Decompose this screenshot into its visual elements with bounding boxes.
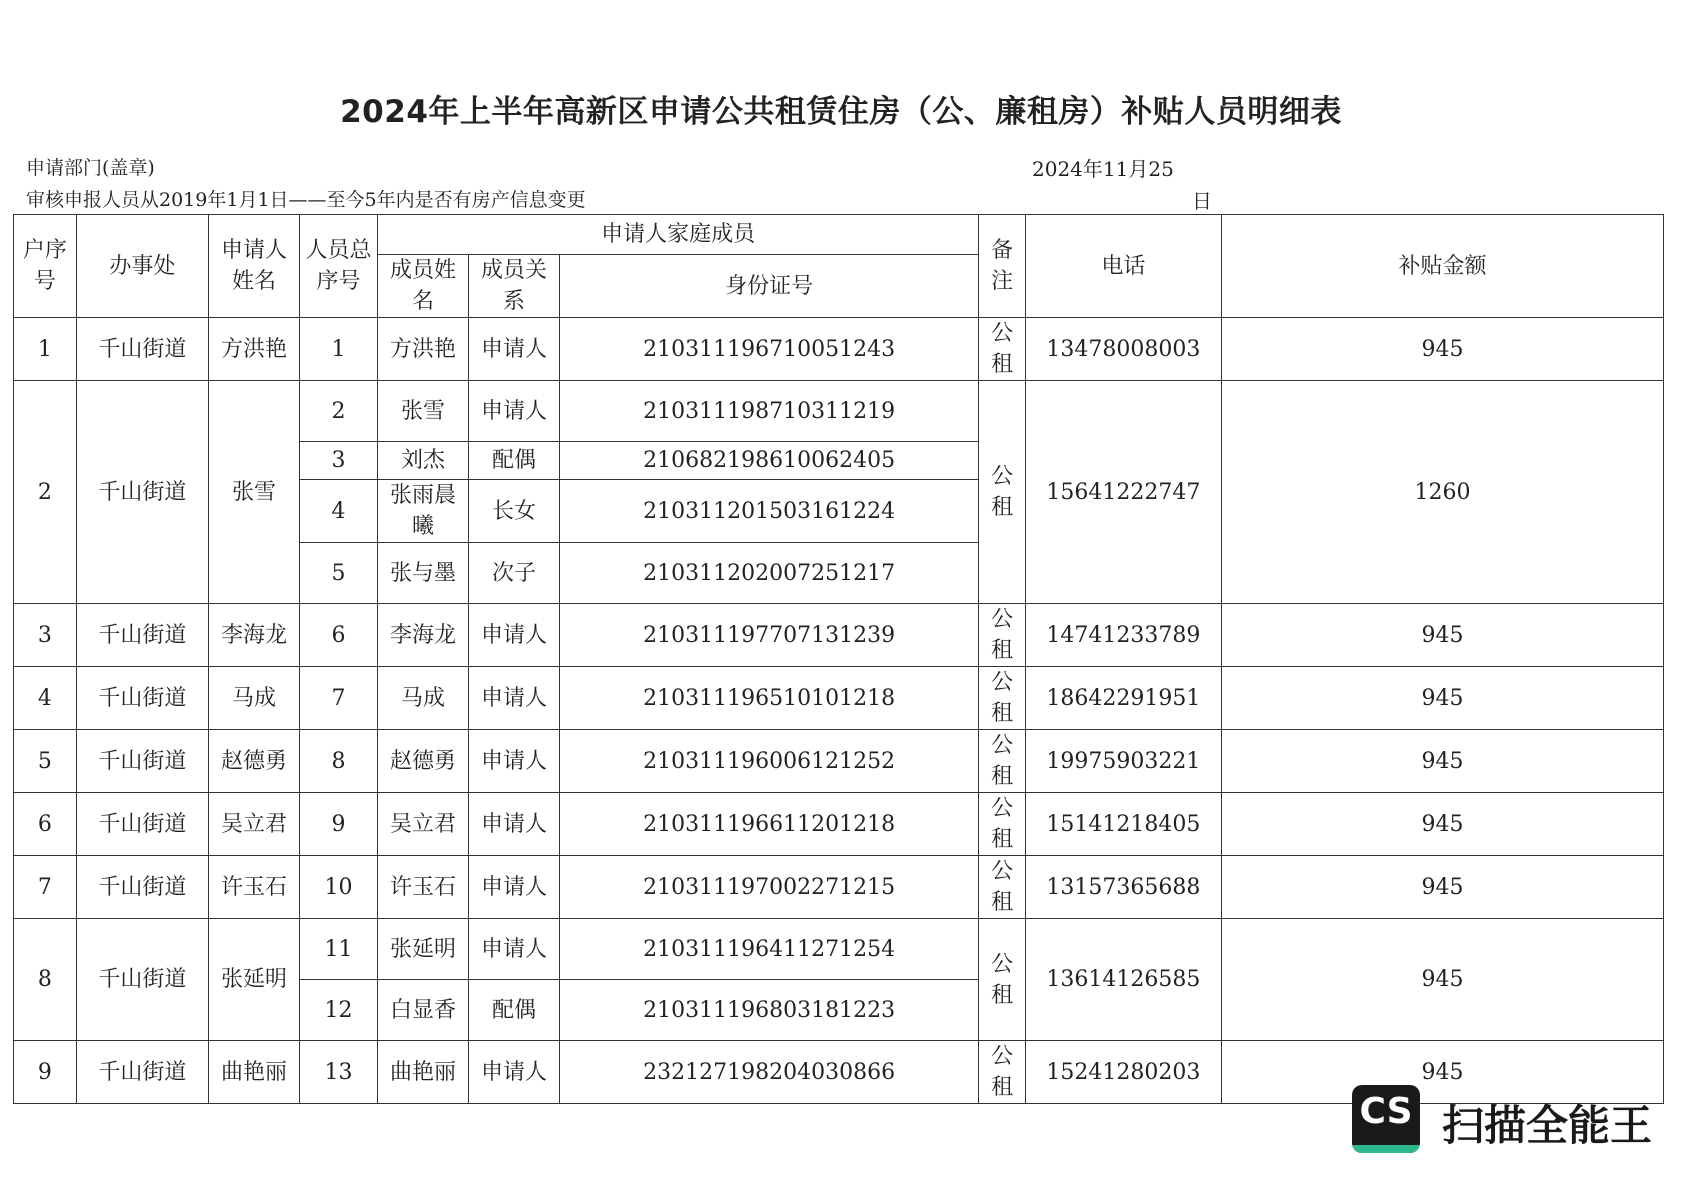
- office-cell: 千山街道: [76, 730, 208, 793]
- household-no-cell: 2: [14, 381, 77, 604]
- member-name-cell: 张雨晨曦: [378, 480, 469, 543]
- member-name-cell: 吴立君: [378, 793, 469, 856]
- phone-cell: 14741233789: [1025, 604, 1221, 667]
- remark-cell: 公租: [979, 604, 1026, 667]
- scanner-brand: 扫描全能王: [1442, 1101, 1653, 1150]
- member-relation-cell: 申请人: [469, 919, 560, 980]
- remark-cell: 公租: [979, 919, 1026, 1041]
- table-row: [14, 318, 1664, 381]
- report-date-text: 2024年11月25: [1032, 157, 1174, 181]
- id-number-cell: 232127198204030866: [560, 1041, 979, 1104]
- amount-cell: 945: [1221, 1041, 1663, 1104]
- id-number-cell: 210311198710311219: [560, 381, 979, 442]
- applicant-name-cell: 马成: [209, 667, 300, 730]
- table-row: [14, 856, 1664, 919]
- amount-cell: 945: [1221, 667, 1663, 730]
- phone-cell: 15241280203: [1025, 1041, 1221, 1104]
- person-no-cell: 2: [300, 381, 378, 442]
- remark-cell: 公租: [979, 856, 1026, 919]
- applicant-name-cell: 张延明: [209, 919, 300, 1041]
- household-no-cell: 1: [14, 318, 77, 381]
- table-row: [14, 604, 1664, 667]
- header-member-name: 成员姓名: [378, 255, 469, 318]
- amount-cell: 945: [1221, 730, 1663, 793]
- applicant-name-cell: 方洪艳: [209, 318, 300, 381]
- remark-cell: 公租: [979, 1041, 1026, 1104]
- household-no-cell: 6: [14, 793, 77, 856]
- member-name-cell: 白显香: [378, 980, 469, 1041]
- id-number-cell: 210311197002271215: [560, 856, 979, 919]
- amount-cell: 945: [1221, 919, 1663, 1041]
- member-name-cell: 刘杰: [378, 442, 469, 480]
- member-name-cell: 张延明: [378, 919, 469, 980]
- member-relation-cell: 配偶: [469, 980, 560, 1041]
- id-number-cell: 210311201503161224: [560, 480, 979, 543]
- member-name-cell: 张与墨: [378, 543, 469, 604]
- member-name-cell: 许玉石: [378, 856, 469, 919]
- household-no-cell: 3: [14, 604, 77, 667]
- applicant-name-cell: 吴立君: [209, 793, 300, 856]
- phone-cell: 15641222747: [1025, 381, 1221, 604]
- office-cell: 千山街道: [76, 856, 208, 919]
- remark-cell: 公租: [979, 793, 1026, 856]
- report-date-day: 日: [1192, 189, 1212, 213]
- header-row: [14, 215, 1664, 255]
- applicant-name-cell: 曲艳丽: [209, 1041, 300, 1104]
- member-relation-cell: 申请人: [469, 667, 560, 730]
- remark-cell: 公租: [979, 381, 1026, 604]
- member-name-cell: 曲艳丽: [378, 1041, 469, 1104]
- amount-cell: 945: [1221, 318, 1663, 381]
- person-no-cell: 9: [300, 793, 378, 856]
- member-relation-cell: 申请人: [469, 381, 560, 442]
- header-relation: 成员关系: [469, 255, 560, 318]
- office-cell: 千山街道: [76, 919, 208, 1041]
- person-no-cell: 1: [300, 318, 378, 381]
- applicant-name-cell: 李海龙: [209, 604, 300, 667]
- member-relation-cell: 长女: [469, 480, 560, 543]
- phone-cell: 13157365688: [1025, 856, 1221, 919]
- person-no-cell: 8: [300, 730, 378, 793]
- office-cell: 千山街道: [76, 667, 208, 730]
- person-no-cell: 7: [300, 667, 378, 730]
- amount-cell: 945: [1221, 604, 1663, 667]
- office-cell: 千山街道: [76, 1041, 208, 1104]
- table-row: [14, 793, 1664, 856]
- remark-cell: 公租: [979, 667, 1026, 730]
- office-cell: 千山街道: [76, 318, 208, 381]
- id-number-cell: 210311196710051243: [560, 318, 979, 381]
- member-relation-cell: 申请人: [469, 730, 560, 793]
- household-no-cell: 7: [14, 856, 77, 919]
- header-person-no: 人员总序号: [300, 215, 378, 318]
- member-name-cell: 马成: [378, 667, 469, 730]
- header-remark: 备注: [979, 215, 1026, 318]
- header-family-members: 申请人家庭成员: [378, 215, 979, 255]
- household-no-cell: 5: [14, 730, 77, 793]
- header-household-no: 户序号: [14, 215, 77, 318]
- person-no-cell: 11: [300, 919, 378, 980]
- member-relation-cell: 配偶: [469, 442, 560, 480]
- remark-cell: 公租: [979, 318, 1026, 381]
- id-number-cell: 210311196803181223: [560, 980, 979, 1041]
- id-number-cell: 210682198610062405: [560, 442, 979, 480]
- scanner-watermark: [1352, 1085, 1682, 1161]
- phone-cell: 13478008003: [1025, 318, 1221, 381]
- audit-note: 审核申报人员从2019年1月1日——至今5年内是否有房产信息变更: [26, 189, 586, 211]
- logo-stripe: [1352, 1145, 1420, 1153]
- applicant-name-cell: 赵德勇: [209, 730, 300, 793]
- header-id-number: 身份证号: [560, 255, 979, 318]
- id-number-cell: 210311202007251217: [560, 543, 979, 604]
- member-name-cell: 方洪艳: [378, 318, 469, 381]
- member-relation-cell: 申请人: [469, 1041, 560, 1104]
- phone-cell: 13614126585: [1025, 919, 1221, 1041]
- id-number-cell: 210311196006121252: [560, 730, 979, 793]
- office-cell: 千山街道: [76, 793, 208, 856]
- member-relation-cell: 申请人: [469, 604, 560, 667]
- member-name-cell: 张雪: [378, 381, 469, 442]
- logo-text: CS: [1359, 1091, 1413, 1132]
- id-number-cell: 210311196510101218: [560, 667, 979, 730]
- person-no-cell: 13: [300, 1041, 378, 1104]
- header-applicant: 申请人姓名: [209, 215, 300, 318]
- table-row: [14, 730, 1664, 793]
- remark-cell: 公租: [979, 730, 1026, 793]
- person-no-cell: 12: [300, 980, 378, 1041]
- member-name-cell: 李海龙: [378, 604, 469, 667]
- member-relation-cell: 申请人: [469, 793, 560, 856]
- person-no-cell: 6: [300, 604, 378, 667]
- amount-cell: 945: [1221, 793, 1663, 856]
- header-office: 办事处: [76, 215, 208, 318]
- id-number-cell: 210311196611201218: [560, 793, 979, 856]
- page-title: 2024年上半年高新区申请公共租赁住房（公、廉租房）补贴人员明细表: [340, 94, 1342, 130]
- phone-cell: 18642291951: [1025, 667, 1221, 730]
- person-no-cell: 5: [300, 543, 378, 604]
- applying-department-label: 申请部门(盖章): [26, 157, 155, 179]
- header-phone: 电话: [1025, 215, 1221, 318]
- id-number-cell: 210311197707131239: [560, 604, 979, 667]
- member-relation-cell: 申请人: [469, 856, 560, 919]
- phone-cell: 19975903221: [1025, 730, 1221, 793]
- table-row: [14, 381, 1664, 442]
- table-row: [14, 667, 1664, 730]
- phone-cell: 15141218405: [1025, 793, 1221, 856]
- member-relation-cell: 次子: [469, 543, 560, 604]
- office-cell: 千山街道: [76, 381, 208, 604]
- member-name-cell: 赵德勇: [378, 730, 469, 793]
- applicant-name-cell: 许玉石: [209, 856, 300, 919]
- subsidy-table: [13, 214, 1664, 1104]
- table-row: [14, 919, 1664, 980]
- household-no-cell: 9: [14, 1041, 77, 1104]
- report-date: [1032, 153, 1212, 217]
- person-no-cell: 10: [300, 856, 378, 919]
- header-amount: 补贴金额: [1221, 215, 1663, 318]
- person-no-cell: 4: [300, 480, 378, 543]
- camscanner-logo-icon: [1352, 1085, 1420, 1153]
- amount-cell: 945: [1221, 856, 1663, 919]
- household-no-cell: 8: [14, 919, 77, 1041]
- person-no-cell: 3: [300, 442, 378, 480]
- amount-cell: 1260: [1221, 381, 1663, 604]
- household-no-cell: 4: [14, 667, 77, 730]
- id-number-cell: 210311196411271254: [560, 919, 979, 980]
- applicant-name-cell: 张雪: [209, 381, 300, 604]
- office-cell: 千山街道: [76, 604, 208, 667]
- member-relation-cell: 申请人: [469, 318, 560, 381]
